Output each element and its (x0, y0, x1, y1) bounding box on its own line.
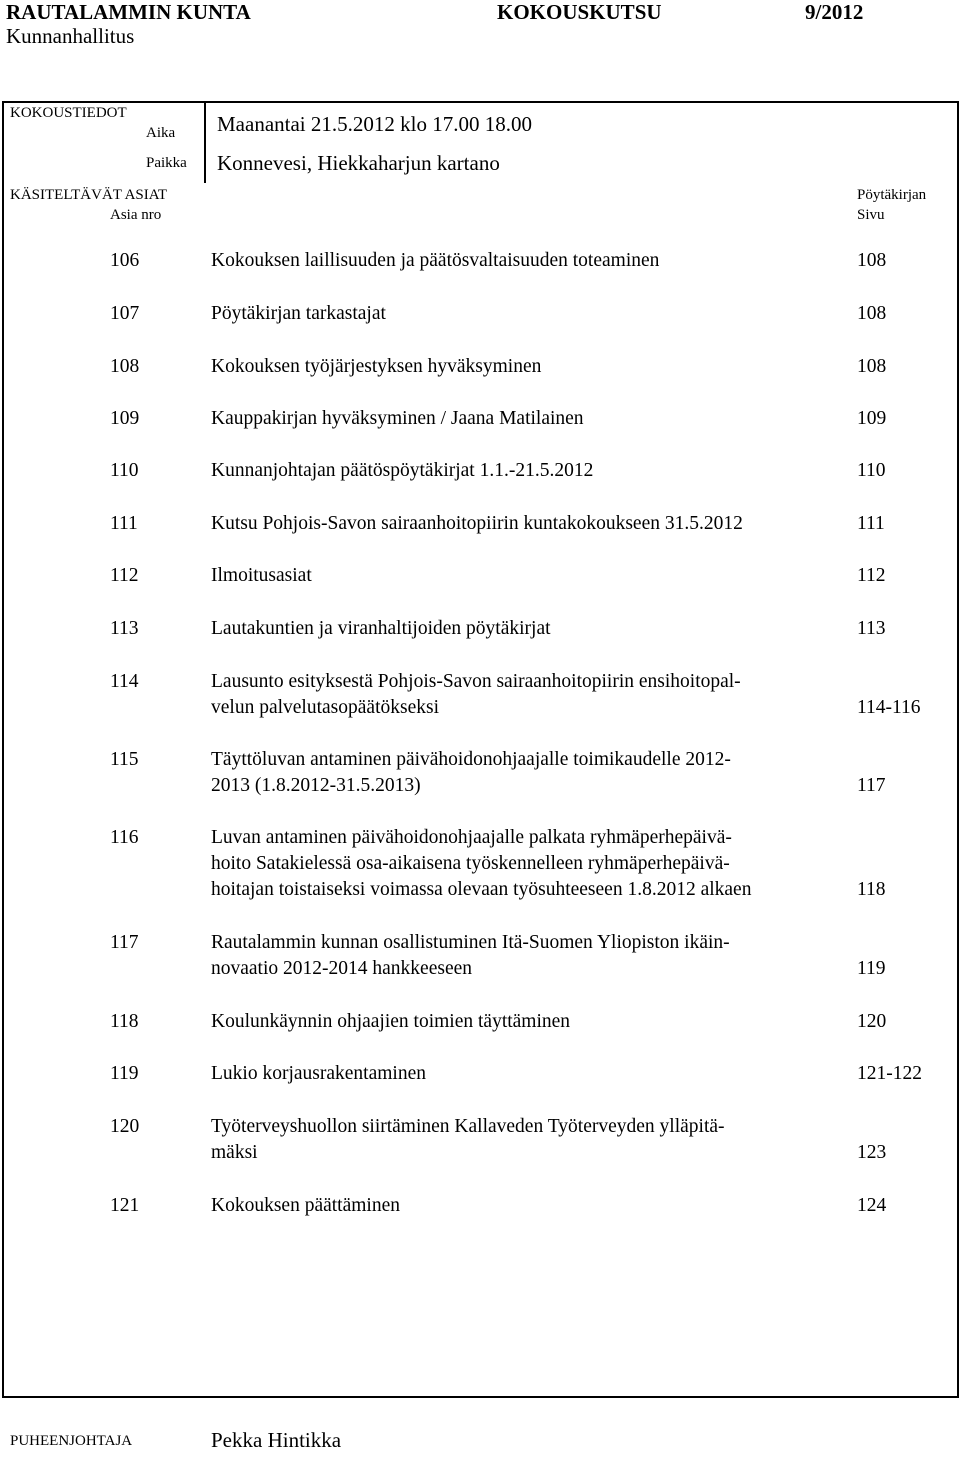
item-page: 124 (857, 1195, 887, 1216)
item-page: 118 (857, 879, 886, 900)
item-number: 120 (110, 1116, 140, 1137)
document-type: KOKOUSKUTSU (497, 0, 662, 24)
item-number: 111 (110, 513, 138, 534)
item-number: 110 (110, 460, 139, 481)
place-label: Paikka (146, 155, 187, 171)
governing-body: Kunnanhallitus (6, 24, 135, 48)
item-page: 108 (857, 303, 887, 324)
item-page: 121-122 (857, 1063, 922, 1084)
item-title (211, 747, 841, 799)
item-page: 109 (857, 408, 887, 429)
item-number: 116 (110, 827, 139, 848)
item-title (211, 930, 841, 982)
item-title-line: mäksi (211, 1142, 258, 1163)
time-value: Maanantai 21.5.2012 klo 17.00 18.00 (217, 112, 532, 136)
item-title-line: Lausunto esityksestä Pohjois-Savon sairaanhoitopiirin ensihoitopal- (211, 671, 741, 692)
item-number: 119 (110, 1063, 139, 1084)
item-number: 121 (110, 1195, 140, 1216)
item-page: 123 (857, 1142, 887, 1163)
item-page: 119 (857, 958, 886, 979)
item-page: 113 (857, 618, 886, 639)
minutes-page-label-bottom: Sivu (857, 207, 885, 223)
frame-top-border (2, 101, 959, 103)
item-title-line: Lautakuntien ja viranhaltijoiden pöytäkirjat (211, 618, 551, 639)
item-title-line: Rautalammin kunnan osallistuminen Itä-Suomen Yliopiston ikäin- (211, 932, 730, 953)
item-title (211, 406, 841, 432)
item-title-line: Ilmoitusasiat (211, 565, 312, 586)
chairman-name: Pekka Hintikka (211, 1428, 342, 1452)
item-title (211, 563, 841, 589)
item-number-label: Asia nro (110, 207, 162, 223)
time-label: Aika (146, 125, 176, 141)
item-title (211, 511, 841, 537)
item-number: 118 (110, 1011, 139, 1032)
item-title-line: Kutsu Pohjois-Savon sairaanhoitopiirin kuntakokoukseen 31.5.2012 (211, 513, 743, 534)
item-title (211, 1009, 841, 1035)
item-title-line: Työterveyshuollon siirtäminen Kallaveden Työterveyden ylläpitä- (211, 1116, 725, 1137)
item-page: 120 (857, 1011, 887, 1032)
frame-left-border (2, 101, 4, 1398)
item-title (211, 248, 841, 274)
item-title-line: Täyttöluvan antaminen päivähoidonohjaajalle toimikaudelle 2012- (211, 749, 731, 770)
item-number: 114 (110, 671, 139, 692)
frame-right-border (957, 101, 959, 1398)
item-title (211, 301, 841, 327)
item-title (211, 1061, 841, 1087)
municipality-name: RAUTALAMMIN KUNTA (6, 0, 251, 24)
item-title (211, 1114, 841, 1166)
item-page: 117 (857, 775, 886, 796)
item-number: 117 (110, 932, 139, 953)
item-number: 107 (110, 303, 140, 324)
meeting-info-label: KOKOUSTIEDOT (10, 105, 127, 121)
item-title-line: hoito Satakielessä osa-aikaisena työskennelleen ryhmäperhepäivä- (211, 853, 730, 874)
item-number: 115 (110, 749, 139, 770)
item-title-line: Kokouksen päättäminen (211, 1195, 400, 1216)
item-number: 106 (110, 250, 140, 271)
item-title-line: velun palvelutasopäätökseksi (211, 697, 439, 718)
item-title-line: Kauppakirjan hyväksyminen / Jaana Matilainen (211, 408, 584, 429)
meta-column-divider (204, 101, 206, 183)
frame-bottom-border (2, 1396, 959, 1398)
item-title-line: Luvan antaminen päivähoidonohjaajalle palkata ryhmäperhepäivä- (211, 827, 732, 848)
item-page: 110 (857, 460, 886, 481)
item-number: 113 (110, 618, 139, 639)
item-title-line: Pöytäkirjan tarkastajat (211, 303, 386, 324)
item-number: 108 (110, 356, 140, 377)
item-page: 114-116 (857, 697, 921, 718)
item-title-line: Kokouksen laillisuuden ja päätösvaltaisuuden toteaminen (211, 250, 660, 271)
items-title: KÄSITELTÄVÄT ASIAT (10, 187, 168, 203)
place-value: Konnevesi, Hiekkaharjun kartano (217, 151, 500, 175)
item-title (211, 458, 841, 484)
item-page: 112 (857, 565, 886, 586)
item-page: 108 (857, 250, 887, 271)
item-title (211, 354, 841, 380)
item-page: 111 (857, 513, 885, 534)
item-title (211, 825, 841, 903)
item-title-line: Lukio korjausrakentaminen (211, 1063, 426, 1084)
item-title-line: Kunnanjohtajan päätöspöytäkirjat 1.1.-21.5.2012 (211, 460, 594, 481)
item-title (211, 669, 841, 721)
item-title (211, 616, 841, 642)
item-title-line: 2013 (1.8.2012-31.5.2013) (211, 775, 421, 796)
item-number: 109 (110, 408, 140, 429)
item-title-line: hoitajan toistaiseksi voimassa olevaan työsuhteeseen 1.8.2012 alkaen (211, 879, 752, 900)
meeting-number: 9/2012 (805, 0, 864, 24)
item-title (211, 1193, 841, 1219)
item-title-line: novaatio 2012-2014 hankkeeseen (211, 958, 473, 979)
item-title-line: Koulunkäynnin ohjaajien toimien täyttäminen (211, 1011, 571, 1032)
chairman-label: PUHEENJOHTAJA (10, 1433, 133, 1449)
item-title-line: Kokouksen työjärjestyksen hyväksyminen (211, 356, 542, 377)
minutes-page-label-top: Pöytäkirjan (857, 187, 927, 203)
item-number: 112 (110, 565, 139, 586)
item-page: 108 (857, 356, 887, 377)
